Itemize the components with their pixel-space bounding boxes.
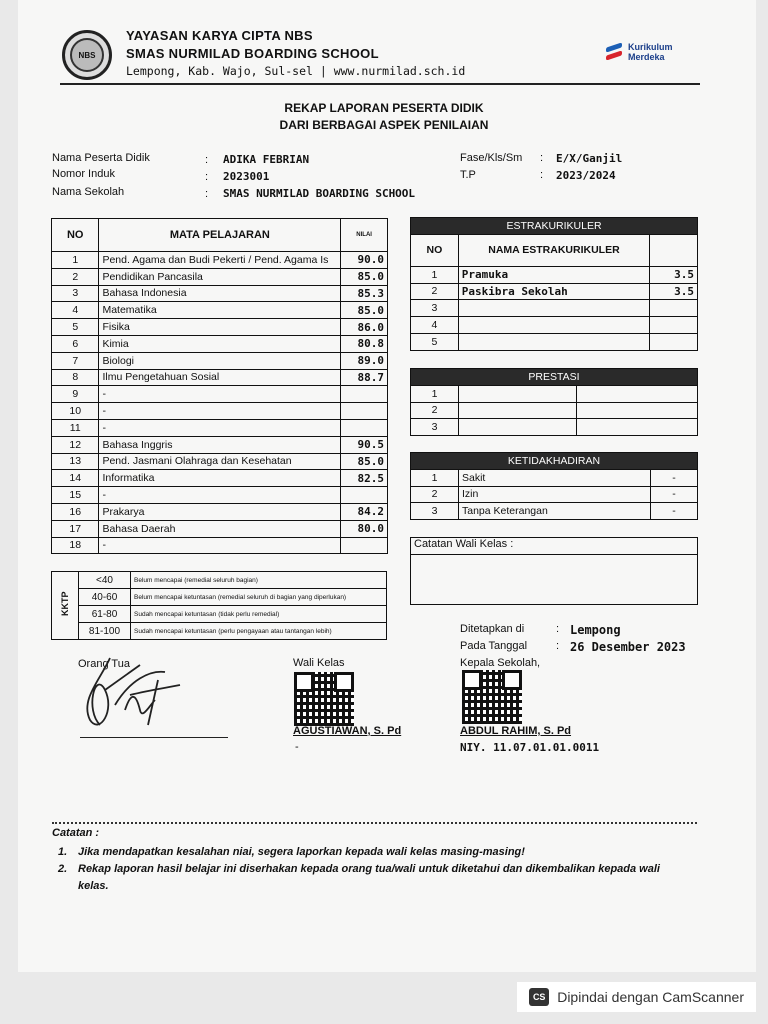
principal-id: NIY. 11.07.01.01.0011 bbox=[460, 741, 600, 754]
subject-score bbox=[341, 386, 388, 403]
subject-name: Bahasa Indonesia bbox=[99, 285, 341, 302]
kktp-range: 61-80 bbox=[79, 606, 131, 623]
subject-name: Pend. Agama dan Budi Pekerti / Pend. Agama Is bbox=[99, 252, 341, 269]
subject-no: 7 bbox=[52, 352, 99, 369]
table-row bbox=[52, 319, 388, 336]
table-row bbox=[52, 285, 388, 302]
subject-score bbox=[341, 487, 388, 504]
note-text: Jika mendapatkan kesalahan niai, segera laporkan kepada wali kelas masing-masing! bbox=[78, 846, 525, 858]
achievement-no: 2 bbox=[411, 402, 459, 419]
label-student-name: Nama Peserta Didik bbox=[52, 152, 150, 164]
sign-date: 26 Desember 2023 bbox=[570, 640, 686, 654]
kktp-desc: Sudah mencapai ketuntasan (perlu pengayaan atau tantangan lebih) bbox=[131, 623, 387, 640]
student-school: SMAS NURMILAD BOARDING SCHOOL bbox=[223, 187, 416, 200]
subject-name: - bbox=[99, 403, 341, 420]
absence-title: KETIDAKHADIRAN bbox=[411, 453, 698, 470]
subject-no: 1 bbox=[52, 252, 99, 269]
camscanner-logo-icon: CS bbox=[529, 988, 549, 1006]
kktp-desc: Belum mencapai (remedial seluruh bagian) bbox=[131, 572, 387, 589]
notes-title: Catatan : bbox=[52, 827, 100, 839]
absence-name: Izin bbox=[459, 486, 651, 503]
absence-no: 1 bbox=[411, 469, 459, 486]
colon: : bbox=[540, 169, 544, 181]
homeroom-label: Wali Kelas bbox=[293, 657, 345, 669]
table-row bbox=[411, 469, 698, 486]
subject-name: Pend. Jasmani Olahraga dan Kesehatan bbox=[99, 453, 341, 470]
note-item bbox=[58, 878, 708, 895]
table-row bbox=[52, 268, 388, 285]
kktp-legend-table bbox=[51, 571, 387, 640]
subject-no: 9 bbox=[52, 386, 99, 403]
homeroom-note-label: Catatan Wali Kelas : bbox=[411, 538, 697, 555]
table-row bbox=[52, 470, 388, 487]
table-row bbox=[52, 623, 387, 640]
extra-score: 3.5 bbox=[650, 266, 698, 283]
school-address: Lempong, Kab. Wajo, Sul-sel | www.nurmilad.sch.id bbox=[126, 64, 466, 78]
absence-name: Tanpa Keterangan bbox=[459, 503, 651, 520]
table-row bbox=[52, 252, 388, 269]
note-text: Rekap laporan hasil belajar ini diserhakan kepada orang tua/wali untuk diketahui dan dikembalikan kepada wali bbox=[78, 863, 660, 875]
subject-score: 89.0 bbox=[341, 352, 388, 369]
report-title-line2: DARI BERBAGAI ASPEK PENILAIAN bbox=[279, 118, 489, 132]
extracurricular-table bbox=[410, 217, 698, 351]
student-year: 2023/2024 bbox=[556, 169, 616, 182]
extra-score bbox=[650, 300, 698, 317]
header-divider bbox=[60, 83, 700, 85]
subjects-table bbox=[51, 218, 388, 554]
label-school: Nama Sekolah bbox=[52, 186, 125, 198]
table-row bbox=[52, 335, 388, 352]
notes-divider bbox=[52, 822, 697, 824]
subject-no: 18 bbox=[52, 537, 99, 554]
subject-name: Kimia bbox=[99, 335, 341, 352]
subject-name: - bbox=[99, 419, 341, 436]
parent-signature-icon bbox=[70, 650, 230, 740]
label-date: Pada Tanggal bbox=[460, 640, 528, 652]
subject-score: 85.0 bbox=[341, 302, 388, 319]
school-logo-icon: NBS bbox=[62, 30, 112, 80]
extra-name bbox=[458, 333, 649, 350]
achievement-table bbox=[410, 368, 698, 436]
subject-name: Matematika bbox=[99, 302, 341, 319]
colon: : bbox=[540, 152, 544, 164]
colon: : bbox=[205, 171, 209, 183]
table-row bbox=[52, 403, 388, 420]
table-row bbox=[52, 537, 388, 554]
col-subject: MATA PELAJARAN bbox=[99, 219, 341, 252]
camscanner-label: Dipindai dengan CamScanner bbox=[557, 989, 744, 1005]
table-row bbox=[411, 385, 698, 402]
sign-place: Lempong bbox=[570, 623, 621, 637]
note-item bbox=[58, 844, 708, 861]
extracurricular-title: ESTRAKURIKULER bbox=[411, 218, 698, 235]
extra-score: 3.5 bbox=[650, 283, 698, 300]
subject-name: Biologi bbox=[99, 352, 341, 369]
extra-col-name: NAMA ESTRAKURIKULER bbox=[458, 234, 649, 266]
extra-name: Paskibra Sekolah bbox=[458, 283, 649, 300]
extra-no: 1 bbox=[411, 266, 459, 283]
kurikulum-merdeka-logo bbox=[604, 42, 673, 62]
subject-no: 2 bbox=[52, 268, 99, 285]
subject-no: 14 bbox=[52, 470, 99, 487]
subject-no: 16 bbox=[52, 503, 99, 520]
curriculum-line1: Kurikulum bbox=[628, 42, 673, 52]
col-no: NO bbox=[52, 219, 99, 252]
student-phase: E/X/Ganjil bbox=[556, 152, 623, 165]
table-row bbox=[52, 453, 388, 470]
subject-no: 13 bbox=[52, 453, 99, 470]
note-text: kelas. bbox=[78, 880, 109, 892]
parent-label: Orang Tua bbox=[78, 658, 130, 670]
foundation-name: YAYASAN KARYA CIPTA NBS bbox=[126, 28, 313, 43]
principal-qr-code-icon bbox=[462, 670, 522, 724]
student-name: ADIKA FEBRIAN bbox=[223, 153, 310, 166]
kurikulum-merdeka-icon bbox=[604, 42, 624, 62]
subject-name: - bbox=[99, 386, 341, 403]
subject-score: 85.0 bbox=[341, 268, 388, 285]
principal-label: Kepala Sekolah, bbox=[460, 657, 541, 669]
subject-no: 8 bbox=[52, 369, 99, 386]
homeroom-note-box bbox=[410, 537, 698, 605]
table-row bbox=[411, 300, 698, 317]
subject-name: - bbox=[99, 487, 341, 504]
colon: : bbox=[556, 640, 560, 652]
table-row bbox=[52, 487, 388, 504]
report-title-line1: REKAP LAPORAN PESERTA DIDIK bbox=[284, 101, 484, 115]
colon: : bbox=[556, 623, 560, 635]
table-row bbox=[52, 520, 388, 537]
col-score: NILAI bbox=[341, 219, 388, 252]
note-number: 2. bbox=[58, 863, 68, 875]
extra-no: 5 bbox=[411, 333, 459, 350]
table-row bbox=[52, 572, 387, 589]
parent-signature-line bbox=[80, 737, 228, 738]
label-student-id: Nomor Induk bbox=[52, 168, 115, 180]
kktp-label bbox=[52, 572, 79, 640]
subject-no: 15 bbox=[52, 487, 99, 504]
subject-no: 11 bbox=[52, 419, 99, 436]
extra-score bbox=[650, 317, 698, 334]
subject-no: 10 bbox=[52, 403, 99, 420]
subject-score: 80.0 bbox=[341, 520, 388, 537]
table-row bbox=[52, 302, 388, 319]
subject-name: Ilmu Pengetahuan Sosial bbox=[99, 369, 341, 386]
extra-col-no: NO bbox=[411, 234, 459, 266]
student-id: 2023001 bbox=[223, 170, 270, 183]
subject-score: 85.0 bbox=[341, 453, 388, 470]
subject-score: 88.7 bbox=[341, 369, 388, 386]
table-row bbox=[52, 589, 387, 606]
absence-value: - bbox=[651, 486, 698, 503]
absence-table bbox=[410, 452, 698, 520]
table-row bbox=[411, 317, 698, 334]
label-phase: Fase/Kls/Sm bbox=[460, 152, 523, 164]
subject-name: - bbox=[99, 537, 341, 554]
absence-no: 2 bbox=[411, 486, 459, 503]
table-row bbox=[52, 606, 387, 623]
subject-score bbox=[341, 537, 388, 554]
table-row bbox=[52, 369, 388, 386]
subject-name: Bahasa Inggris bbox=[99, 436, 341, 453]
table-row bbox=[411, 402, 698, 419]
subject-no: 4 bbox=[52, 302, 99, 319]
subject-score: 90.0 bbox=[341, 252, 388, 269]
notes-list bbox=[58, 844, 708, 895]
extra-score bbox=[650, 333, 698, 350]
kktp-desc: Sudah mencapai ketuntasan (tidak perlu remedial) bbox=[131, 606, 387, 623]
extra-no: 2 bbox=[411, 283, 459, 300]
absence-value: - bbox=[651, 469, 698, 486]
achievement-title: PRESTASI bbox=[411, 369, 698, 386]
note-number bbox=[58, 878, 78, 895]
extra-name bbox=[458, 300, 649, 317]
subject-score bbox=[341, 403, 388, 420]
subject-score bbox=[341, 419, 388, 436]
extra-no: 4 bbox=[411, 317, 459, 334]
subject-no: 6 bbox=[52, 335, 99, 352]
kktp-range: 40-60 bbox=[79, 589, 131, 606]
label-place: Ditetapkan di bbox=[460, 623, 525, 635]
table-row bbox=[52, 419, 388, 436]
subject-score: 90.5 bbox=[341, 436, 388, 453]
absence-value: - bbox=[651, 503, 698, 520]
extra-name bbox=[458, 317, 649, 334]
absence-no: 3 bbox=[411, 503, 459, 520]
camscanner-watermark bbox=[517, 982, 756, 1012]
school-name: SMAS NURMILAD BOARDING SCHOOL bbox=[126, 46, 379, 61]
subject-name: Bahasa Daerah bbox=[99, 520, 341, 537]
note-item bbox=[58, 861, 708, 878]
kktp-label-text: KKTP bbox=[60, 591, 70, 616]
table-row bbox=[411, 486, 698, 503]
subject-name: Informatika bbox=[99, 470, 341, 487]
table-row bbox=[411, 283, 698, 300]
table-row bbox=[411, 419, 698, 436]
achievement-no: 3 bbox=[411, 419, 459, 436]
kktp-desc: Belum mencapai ketuntasan (remedial seluruh di bagian yang diperlukan) bbox=[131, 589, 387, 606]
table-row bbox=[411, 503, 698, 520]
subject-score: 82.5 bbox=[341, 470, 388, 487]
table-row bbox=[52, 386, 388, 403]
subject-score: 80.8 bbox=[341, 335, 388, 352]
extra-name: Pramuka bbox=[458, 266, 649, 283]
subject-score: 85.3 bbox=[341, 285, 388, 302]
subject-no: 3 bbox=[52, 285, 99, 302]
absence-name: Sakit bbox=[459, 469, 651, 486]
subject-score: 84.2 bbox=[341, 503, 388, 520]
table-row bbox=[411, 333, 698, 350]
principal-name: ABDUL RAHIM, S. Pd bbox=[460, 725, 572, 737]
homeroom-qr-code-icon bbox=[294, 672, 354, 726]
subject-name: Prakarya bbox=[99, 503, 341, 520]
subject-name: Pendidikan Pancasila bbox=[99, 268, 341, 285]
table-row bbox=[52, 503, 388, 520]
subject-no: 17 bbox=[52, 520, 99, 537]
table-row bbox=[52, 352, 388, 369]
table-row bbox=[52, 436, 388, 453]
extra-no: 3 bbox=[411, 300, 459, 317]
subject-name: Fisika bbox=[99, 319, 341, 336]
note-number: 1. bbox=[58, 846, 68, 858]
curriculum-line2: Merdeka bbox=[628, 52, 665, 62]
colon: : bbox=[205, 188, 209, 200]
table-row bbox=[411, 266, 698, 283]
subject-no: 12 bbox=[52, 436, 99, 453]
kktp-range: <40 bbox=[79, 572, 131, 589]
homeroom-name: AGUSTIAWAN, S. Pd bbox=[293, 725, 402, 737]
colon: : bbox=[205, 154, 209, 166]
subject-score: 86.0 bbox=[341, 319, 388, 336]
achievement-no: 1 bbox=[411, 385, 459, 402]
kktp-range: 81-100 bbox=[79, 623, 131, 640]
subject-no: 5 bbox=[52, 319, 99, 336]
label-year: T.P bbox=[460, 169, 476, 181]
homeroom-id: - bbox=[295, 741, 299, 753]
